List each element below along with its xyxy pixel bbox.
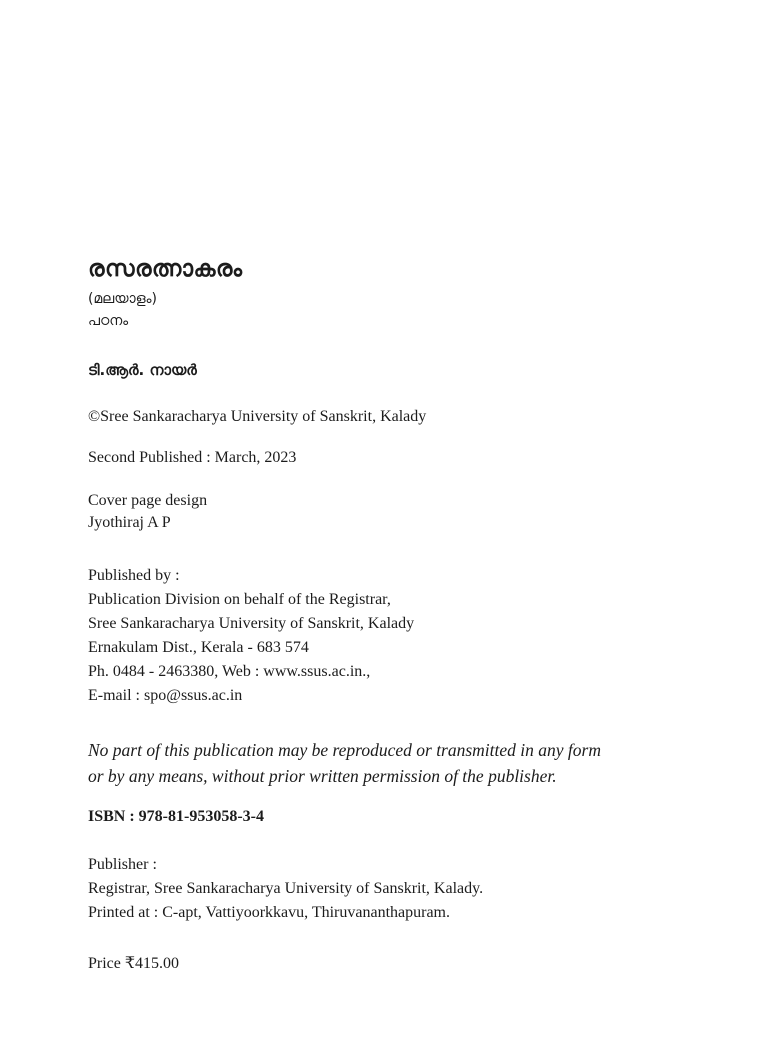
published-by-line: Ernakulam Dist., Kerala - 683 574 <box>88 639 309 656</box>
rights-line: or by any means, without prior written permission of the publisher. <box>88 766 557 786</box>
price: Price ₹415.00 <box>88 955 180 972</box>
book-kind: പഠനം <box>88 313 129 329</box>
cover-designer: Jyothiraj A P <box>88 514 171 531</box>
publisher-name: Registrar, Sree Sankaracharya University of Sanskrit, Kalady. <box>88 880 484 897</box>
publisher-block <box>88 853 483 925</box>
rights-notice <box>88 737 601 789</box>
book-title: രസരത്നാകരം <box>88 256 243 282</box>
rights-line: No part of this publication may be reproduced or transmitted in any form <box>88 740 601 760</box>
published-by-line: Sree Sankaracharya University of Sanskrit, Kalady <box>88 615 415 632</box>
published-by-line: Publication Division on behalf of the Registrar, <box>88 591 391 608</box>
book-language: (മലയാളം) <box>88 291 157 307</box>
book-author: ടി.ആർ. നായർ <box>88 361 197 379</box>
published-by-line: Ph. 0484 - 2463380, Web : www.ssus.ac.in., <box>88 663 371 680</box>
copyright-notice: ©Sree Sankaracharya University of Sanskrit, Kalady <box>88 408 427 425</box>
cover-label: Cover page design <box>88 492 208 509</box>
isbn: ISBN : 978-81-953058-3-4 <box>88 808 264 825</box>
printer-info: Printed at : C-apt, Vattiyoorkkavu, Thiruvananthapuram. <box>88 904 450 921</box>
published-by-line: E-mail : spo@ssus.ac.in <box>88 687 243 704</box>
cover-credit <box>88 490 207 534</box>
published-by-label: Published by : <box>88 567 180 584</box>
publisher-label: Publisher : <box>88 856 157 873</box>
published-by-block <box>88 564 414 708</box>
edition-info: Second Published : March, 2023 <box>88 449 297 466</box>
